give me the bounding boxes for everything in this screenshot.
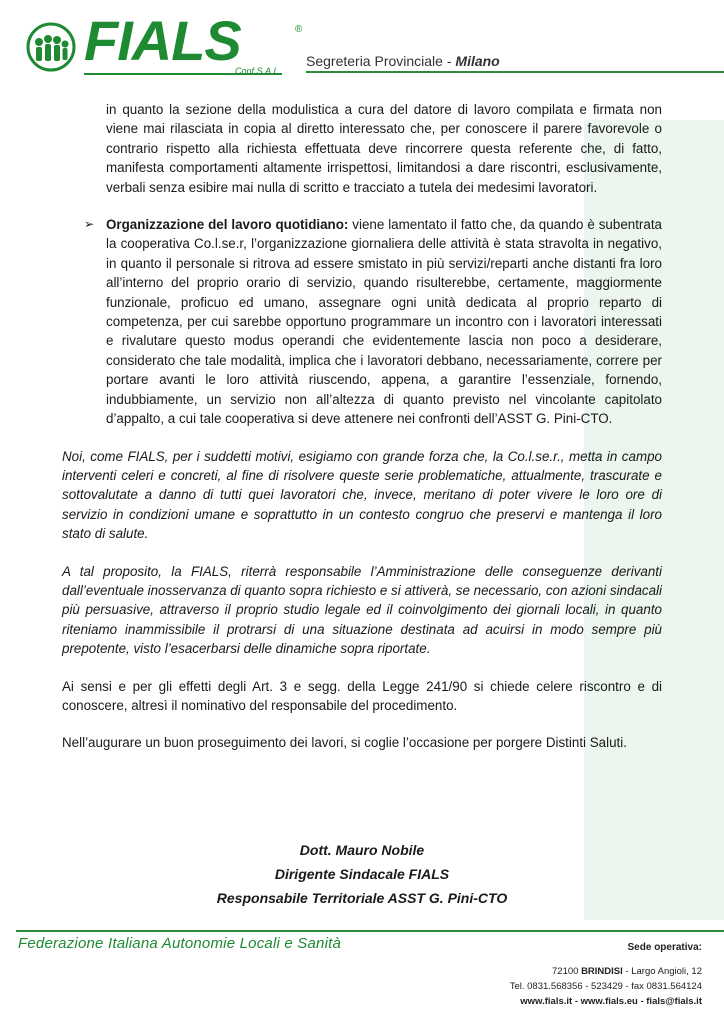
footer-address xyxy=(510,940,702,1009)
arrow-bullet-icon: ➢ xyxy=(84,217,95,232)
fials-emblem-icon xyxy=(26,22,76,72)
footer-rule xyxy=(16,930,724,932)
signature-name: Dott. Mauro Nobile xyxy=(299,842,425,858)
logo-wordmark: FIALS xyxy=(84,9,241,72)
bullet-text: viene lamentato il fatto che, da quando è subentrata la cooperativa Co.l.se.r, l’organizzazione giornaliera delle attività è stata stravolta in negativo, in quanto il personale si ritrova ad essere smistato in più servizi/reparti anche distanti fra loro all’interno del proprio orario di servizio, quando risulterebbe, certamente, maggiormente funzionale, proficuo ed umano, assegnare ogni unità dedicata al proprio reparto di competenza, per cui sarebbe opportuno programmare un incontro con i lavoratori interessati e rivalutare questo modus operandi che evidentemente lascia non poco a desiderare, considerato che tale modalità, implica che i lavoratori debbano, necessariamente, correre per portare avanti le loro attività riuscendo, appena, a garantire l’essenziale, fornendo, indubbiamente, un servizio non all’altezza di quanto previsto nel vincolante capitolato d’appalto, a cui tale cooperativa si deve attenere nei confronti dell’ASST G. Pini-CTO. xyxy=(106,217,663,427)
subtitle-text: Segreteria Provinciale - xyxy=(306,53,456,69)
address-prefix: 72100 xyxy=(552,966,582,977)
address-city: BRINDISI xyxy=(581,966,623,977)
letterhead xyxy=(0,0,724,92)
office-phone: Tel. 0831.568356 - 523429 - fax 0831.564124 xyxy=(509,981,702,992)
letter-body xyxy=(62,100,662,753)
signature-role: Dirigente Sindacale FIALS xyxy=(274,866,450,882)
header-subtitle xyxy=(306,53,500,69)
paragraph-responsibility: A tal proposito, la FIALS, riterrà responsabile l’Amministrazione delle conseguenze derivanti dall’eventuale inosservanza di quanto sopra richiesto e si attiverà, se necessario, con azioni sindacali più persuasive, attraverso il proprio studio legale ed il coinvolgimento dei giornali locali, in quanto riteniamo inammissibile il protrarsi di una situazione destinata ad acuirsi in modo sempre più prepotente, visto l’esacerbarsi delle dinamiche sopra riportate. xyxy=(62,563,662,657)
office-web: www.fials.it - www.fials.eu - fials@fials.it xyxy=(520,996,702,1007)
bullet-title: Organizzazione del lavoro quotidiano: xyxy=(106,217,349,233)
office-address xyxy=(510,964,702,979)
paragraph-continuation: in quanto la sezione della modulistica a cura del datore di lavoro compilata e firmata non viene mai rilasciata in copia al diretto interessato che, per conoscere il parere favorevole o contrario rispetto alla richiesta effettuata deve rincorrere questa referente che, di fatto, manifesta comportamenti altamente irrispettosi, limitandosi a dare riscontri, esclusivamente, verbali senza esibire mai nulla di scritto e tracciato a tutela dei medesimi lavoratori. xyxy=(106,102,662,195)
signature-block xyxy=(0,838,724,910)
registered-mark: ® xyxy=(295,24,303,35)
bullet-paragraph xyxy=(106,215,662,428)
paragraph-closing: Nell’augurare un buon proseguimento dei lavori, si coglie l’occasione per porgere Distinti Saluti. xyxy=(62,735,627,751)
footer-federation: Federazione Italiana Autonomie Locali e Sanità xyxy=(18,935,342,952)
paragraph-demand: Noi, come FIALS, per i suddetti motivi, esigiamo con grande forza che, la Co.l.se.r., metta in campo interventi celeri e concreti, al fine di risolvere queste serie problematiche, attualmente, trascurate e sottovalutate a danno di tutti quei lavoratori che, invece, meritano di poter vivere le loro ore di servizio in condizioni umane e soprattutto in un contesto congruo che preservi e mantenga il loro stato di salute. xyxy=(62,448,662,542)
list-item xyxy=(62,215,662,428)
logo-confederation: Conf.S.A.L. xyxy=(235,66,282,76)
paragraph-law: Ai sensi e per gli effetti degli Art. 3 e segg. della Legge 241/90 si chiede celere riscontro e di conoscere, altresì il nominativo del responsabile del procedimento. xyxy=(62,678,662,713)
address-suffix: - Largo Angioli, 12 xyxy=(622,966,702,977)
signature-territory: Responsabile Territoriale ASST G. Pini-CTO xyxy=(216,890,508,906)
office-label: Sede operativa: xyxy=(627,942,702,953)
header-rule xyxy=(306,71,724,73)
subtitle-city: Milano xyxy=(455,53,500,69)
